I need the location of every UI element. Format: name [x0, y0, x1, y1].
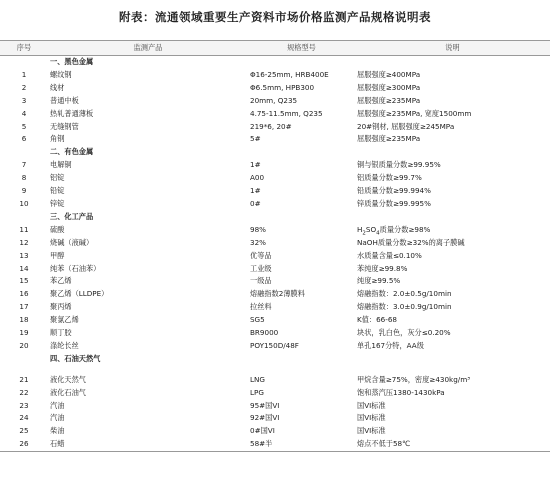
row-product: 聚丙烯: [50, 302, 72, 312]
row-product: 普通中板: [50, 95, 79, 105]
row-number: 8: [21, 173, 27, 183]
row-product: 锌锭: [50, 198, 65, 208]
row-spec: 219*6, 20#: [250, 121, 292, 131]
row-product: 热轧普通薄板: [50, 108, 94, 118]
table-row: [0, 314, 550, 327]
row-product: 液化天然气: [50, 374, 86, 384]
row-desc: 屈服强度≥400MPa: [357, 69, 421, 79]
row-product: 汽油: [50, 400, 65, 410]
table-row: [0, 275, 550, 288]
row-number: 16: [19, 289, 29, 299]
table-row: [0, 159, 550, 172]
table-row: [0, 438, 550, 451]
table-row: [0, 412, 550, 425]
row-spec: Φ16-25mm, HRB400E: [250, 69, 329, 79]
row-spec: 工业级: [250, 263, 272, 273]
row-number: 21: [19, 374, 29, 384]
row-number: 10: [19, 198, 29, 208]
row-product: 螺纹钢: [50, 69, 72, 79]
row-number: 15: [19, 276, 29, 286]
row-desc: 屈服强度≥235MPa: [357, 95, 421, 105]
row-desc: 国VI标准: [357, 426, 386, 436]
row-product: 烧碱（液碱）: [50, 237, 94, 247]
row-product: 石蜡: [48, 438, 248, 451]
row-number: 25: [19, 426, 29, 436]
row-desc: 锌质量分数≥99.995%: [357, 198, 431, 208]
row-desc: 单孔167分特，AA级: [357, 340, 424, 350]
row-product: 电解铜: [50, 160, 72, 170]
row-number: 20: [19, 340, 29, 350]
row-spec: BR9000: [250, 328, 279, 338]
row-desc: K值：66-68: [357, 315, 397, 325]
table-row: [0, 108, 550, 121]
row-number: 11: [19, 224, 29, 234]
row-desc: NaOH质量分数≥32%的离子膜碱: [357, 237, 465, 247]
row-product: 液化石油气: [50, 387, 86, 397]
row-spec: 32%: [250, 237, 266, 247]
table-row: [0, 340, 550, 353]
section-heading: 四、石油天然气: [50, 353, 101, 363]
row-number: 7: [21, 160, 27, 170]
row-desc: 纯度≥99.5%: [357, 276, 401, 286]
row-number: 2: [21, 82, 27, 92]
section-heading: 二、有色金属: [50, 147, 94, 157]
table-row: [0, 374, 550, 387]
table-row: [0, 237, 550, 250]
row-desc: 饱和蒸汽压1380-1430kPa: [357, 387, 445, 397]
table-row: [0, 82, 550, 95]
row-spec: 拉丝料: [250, 302, 272, 312]
row-spec: LNG: [250, 374, 265, 384]
row-spec: LPG: [250, 387, 264, 397]
row-number: 24: [19, 413, 29, 423]
section-heading: 一、黑色金属: [50, 57, 94, 66]
table-row: [0, 198, 550, 211]
table-header-row: [0, 41, 550, 56]
table-row: [0, 172, 550, 185]
row-spec: 熔融指数2薄膜料: [250, 289, 305, 299]
row-product: 涤纶长丝: [50, 340, 79, 350]
header-spec: 规格型号: [248, 41, 355, 56]
row-product: 顺丁胶: [50, 328, 72, 338]
table-row: [0, 133, 550, 146]
row-product: 无缝钢管: [50, 121, 79, 131]
row-number: 19: [19, 328, 29, 338]
table-row: [0, 288, 550, 301]
section-heading-row: [0, 146, 550, 159]
row-spec: 5#: [250, 134, 261, 144]
row-spec: 一级品: [250, 276, 272, 286]
table-row: [0, 301, 550, 314]
row-number: 23: [19, 400, 29, 410]
header-desc: 说明: [355, 41, 550, 56]
row-desc: 铜与银质量分数≥99.95%: [357, 160, 441, 170]
table-row: [0, 69, 550, 82]
row-product: 硫酸: [50, 224, 65, 234]
row-spec: Φ6.5mm, HPB300: [250, 82, 315, 92]
row-desc: 甲烷含量≥75%，密度≥430kg/m³: [357, 374, 471, 384]
row-spec: 92#国VI: [250, 413, 280, 423]
row-number: 18: [19, 315, 29, 325]
table-row: [0, 327, 550, 340]
row-spec: 0#国VI: [250, 426, 275, 436]
row-product: 甲醇: [50, 250, 65, 260]
header-no: 序号: [0, 41, 48, 56]
row-number: 22: [19, 387, 29, 397]
section-heading-row: [0, 56, 550, 69]
row-product: 线材: [50, 82, 65, 92]
table-row: [0, 185, 550, 198]
row-product: 苯乙烯: [50, 276, 72, 286]
table-row: [0, 95, 550, 108]
table-row: [0, 387, 550, 400]
row-number: 14: [19, 263, 29, 273]
row-spec: A00: [250, 173, 265, 183]
table-row: [0, 400, 550, 413]
row-spec: 优等品: [250, 250, 272, 260]
row-spec: 95#国VI: [250, 400, 280, 410]
section-heading-row: [0, 211, 550, 224]
row-spec: POY150D/48F: [250, 340, 299, 350]
row-desc: 国VI标准: [357, 400, 386, 410]
spacer-row: [0, 366, 550, 374]
row-spec: SG5: [250, 315, 265, 325]
row-product: 汽油: [50, 413, 65, 423]
row-spec: 0#: [250, 198, 261, 208]
row-desc: 屈服强度≥300MPa: [357, 82, 421, 92]
row-desc: 苯纯度≥99.8%: [357, 263, 408, 273]
row-spec: 1#: [250, 186, 261, 196]
row-product: 聚乙烯（LLDPE）: [50, 289, 109, 299]
table-row: [0, 250, 550, 263]
row-number: 9: [21, 186, 27, 196]
row-desc: $H_2SO_4$质量分数≥98%: [357, 224, 431, 237]
spec-table: [0, 40, 550, 452]
row-number: 4: [21, 108, 27, 118]
header-product: 监测产品: [48, 41, 248, 56]
row-spec: 4.75-11.5mm, Q235: [250, 108, 323, 118]
row-spec: 98%: [250, 224, 266, 234]
row-number: 17: [19, 302, 29, 312]
row-desc: 块状，乳白色，灰分≤0.20%: [357, 328, 451, 338]
row-desc: 熔融指数：3.0±0.9g/10min: [357, 302, 452, 312]
row-product: 纯苯（石油苯）: [50, 263, 101, 273]
row-desc: 屈服强度≥235MPa: [357, 134, 421, 144]
row-spec: 20mm, Q235: [250, 95, 298, 105]
row-desc: 熔点不低于58℃: [355, 438, 550, 451]
row-number: 6: [21, 134, 27, 144]
row-product: 角钢: [50, 134, 65, 144]
table-row: [0, 121, 550, 134]
table-row: [0, 224, 550, 237]
row-desc: 屈服强度≥235MPa, 宽度1500mm: [357, 108, 472, 118]
row-desc: 熔融指数：2.0±0.5g/10min: [357, 289, 452, 299]
row-desc: 20#钢材, 屈服强度≥245MPa: [357, 121, 455, 131]
row-product: 铝锭: [50, 173, 65, 183]
row-product: 聚氯乙烯: [50, 315, 79, 325]
row-product: 柴油: [50, 426, 65, 436]
row-number: 12: [19, 237, 29, 247]
row-desc: 铅质量分数≥99.994%: [357, 186, 431, 196]
table-row: [0, 425, 550, 438]
row-number: 5: [21, 121, 27, 131]
row-number: 3: [21, 95, 27, 105]
document-title: 附表：流通领域重要生产资料市场价格监测产品规格说明表: [119, 10, 431, 24]
table-row: [0, 263, 550, 276]
section-heading: 三、化工产品: [50, 211, 94, 221]
row-desc: 水质量含量≤0.10%: [357, 250, 422, 260]
row-product: 铅锭: [50, 186, 65, 196]
row-desc: 国VI标准: [357, 413, 386, 423]
section-heading-row: [0, 353, 550, 366]
table-body: [0, 56, 550, 452]
row-spec: 58#半: [248, 438, 355, 451]
row-desc: 铝质量分数≥99.7%: [357, 173, 422, 183]
row-number: 26: [0, 438, 48, 451]
row-spec: 1#: [250, 160, 261, 170]
row-number: 1: [21, 69, 27, 79]
row-number: 13: [19, 250, 29, 260]
